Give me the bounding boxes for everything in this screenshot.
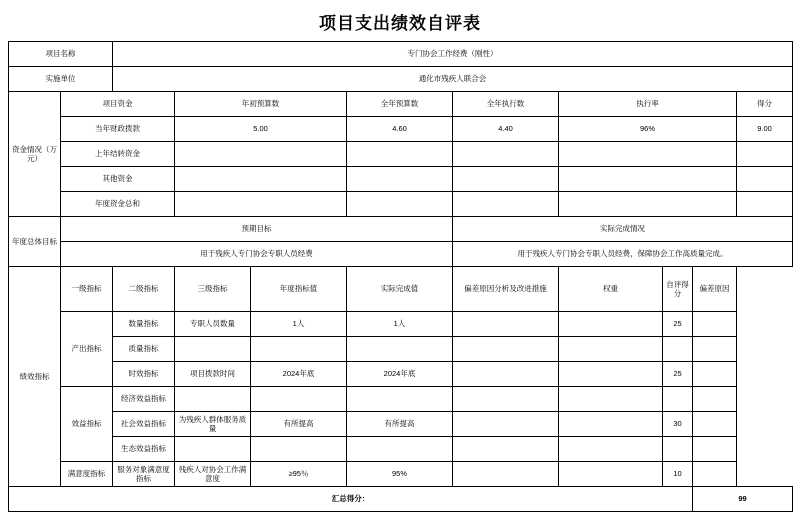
perf-row-0-level3: 专职人员数量 [175, 312, 251, 337]
fund-col-header-1: 年初预算数 [175, 92, 347, 117]
perf-row-4-deviation [453, 412, 559, 437]
fund-col-header-5: 得分 [737, 92, 793, 117]
perf-row-6-deviation [453, 462, 559, 487]
perf-row-1-level2: 质量指标 [113, 337, 175, 362]
table-row [9, 42, 793, 67]
perf-row-1-target [251, 337, 347, 362]
perf-row-6-level3: 残疾人对协会工作满意度 [175, 462, 251, 487]
perf-row-1-deviation [453, 337, 559, 362]
fund-col-header-3: 全年执行数 [453, 92, 559, 117]
perf-row-4-target: 有所提高 [251, 412, 347, 437]
fund-row-3-name: 年度资金总和 [61, 192, 175, 217]
project-name-label: 项目名称 [9, 42, 113, 67]
goal-actual-header: 实际完成情况 [453, 217, 793, 242]
table-row [9, 192, 793, 217]
perf-row-0-score: 25 [663, 312, 693, 337]
fund-section-label: 资金情况（万元） [9, 92, 61, 217]
fund-row-2-rate [559, 167, 737, 192]
perf-row-4-score: 30 [663, 412, 693, 437]
perf-row-3-deviation [453, 387, 559, 412]
perf-row-4-level3: 为残疾人群体服务质量 [175, 412, 251, 437]
perf-header-deviation: 偏差原因分析及改进措施 [453, 267, 559, 312]
total-score-row [9, 487, 793, 512]
perf-row-3-score [663, 387, 693, 412]
table-row [9, 67, 793, 92]
page-title: 项目支出绩效自评表 [319, 14, 481, 33]
fund-row-0-annual: 4.60 [347, 117, 453, 142]
table-row [9, 242, 793, 267]
perf-row-2-target: 2024年底 [251, 362, 347, 387]
perf-row-2-level2: 时效指标 [113, 362, 175, 387]
perf-row-5-score [663, 437, 693, 462]
fund-row-0-initial: 5.00 [175, 117, 347, 142]
perf-row-2-score: 25 [663, 362, 693, 387]
table-row [9, 387, 793, 412]
table-row [9, 142, 793, 167]
fund-row-2-initial [175, 167, 347, 192]
table-row [9, 167, 793, 192]
table-row [9, 217, 793, 242]
perf-row-6-actual: 95% [347, 462, 453, 487]
fund-row-2-name: 其他资金 [61, 167, 175, 192]
table-row [9, 362, 793, 387]
perf-row-0-actual: 1人 [347, 312, 453, 337]
table-row [9, 312, 793, 337]
total-score-label: 汇总得分： [9, 487, 693, 512]
performance-self-evaluation-table [8, 41, 793, 512]
fund-row-3-annual [347, 192, 453, 217]
unit-value: 通化市残疾人联合会 [113, 67, 793, 92]
perf-row-6-reason [693, 462, 737, 487]
fund-row-1-annual [347, 142, 453, 167]
perf-header-level1: 一级指标 [61, 267, 113, 312]
perf-row-3-level3 [175, 387, 251, 412]
perf-row-4-reason [693, 412, 737, 437]
perf-group-0-level1: 产出指标 [61, 312, 113, 387]
perf-row-6-target: ≥95％ [251, 462, 347, 487]
table-row [9, 92, 793, 117]
fund-row-0-name: 当年财政拨款 [61, 117, 175, 142]
fund-row-2-score [737, 167, 793, 192]
fund-row-3-score [737, 192, 793, 217]
perf-header-target: 年度指标值 [251, 267, 347, 312]
fund-row-1-executed [453, 142, 559, 167]
perf-row-1-score [663, 337, 693, 362]
perf-row-3-target [251, 387, 347, 412]
perf-row-4-level2: 社会效益指标 [113, 412, 175, 437]
perf-row-2-deviation [453, 362, 559, 387]
perf-row-2-weight [559, 362, 663, 387]
perf-row-0-level2: 数量指标 [113, 312, 175, 337]
goal-actual-value: 用于残疾人专门协会专职人员经费，保障协会工作高质量完成。 [453, 242, 793, 267]
perf-row-6-score: 10 [663, 462, 693, 487]
perf-row-4-actual: 有所提高 [347, 412, 453, 437]
perf-row-3-reason [693, 387, 737, 412]
perf-row-0-weight [559, 312, 663, 337]
perf-header-weight: 权重 [559, 267, 663, 312]
perf-row-5-reason [693, 437, 737, 462]
table-row [9, 337, 793, 362]
perf-row-6-weight [559, 462, 663, 487]
perf-row-4-weight [559, 412, 663, 437]
table-row [9, 412, 793, 437]
project-name-value: 专门协会工作经费（刚性） [113, 42, 793, 67]
perf-row-1-reason [693, 337, 737, 362]
perf-row-2-reason [693, 362, 737, 387]
perf-row-2-level3: 项目拨款时间 [175, 362, 251, 387]
fund-col-header-4: 执行率 [559, 92, 737, 117]
perf-row-5-target [251, 437, 347, 462]
perf-row-1-level3 [175, 337, 251, 362]
table-row [9, 437, 793, 462]
fund-row-2-annual [347, 167, 453, 192]
perf-row-0-reason [693, 312, 737, 337]
fund-row-1-initial [175, 142, 347, 167]
annual-goal-label: 年度总体目标 [9, 217, 61, 267]
perf-header-actual: 实际完成值 [347, 267, 453, 312]
goal-plan-header: 预期目标 [61, 217, 453, 242]
fund-row-3-initial [175, 192, 347, 217]
perf-row-3-actual [347, 387, 453, 412]
perf-row-0-target: 1人 [251, 312, 347, 337]
perf-group-2-level1: 满意度指标 [61, 462, 113, 487]
fund-row-0-score: 9.00 [737, 117, 793, 142]
perf-header-reason: 偏差原因 [693, 267, 737, 312]
fund-row-3-rate [559, 192, 737, 217]
perf-header-score: 自评得分 [663, 267, 693, 312]
table-row [9, 117, 793, 142]
perf-row-5-deviation [453, 437, 559, 462]
table-row [9, 462, 793, 487]
perf-row-3-level2: 经济效益指标 [113, 387, 175, 412]
total-score-value: 99 [693, 487, 793, 512]
perf-row-5-level3 [175, 437, 251, 462]
perf-row-5-weight [559, 437, 663, 462]
fund-col-header-2: 全年预算数 [347, 92, 453, 117]
perf-row-1-weight [559, 337, 663, 362]
fund-row-2-executed [453, 167, 559, 192]
perf-row-6-level2: 服务对象满意度指标 [113, 462, 175, 487]
fund-row-0-rate: 96% [559, 117, 737, 142]
perf-row-2-actual: 2024年底 [347, 362, 453, 387]
perf-row-5-actual [347, 437, 453, 462]
perf-group-1-level1: 效益指标 [61, 387, 113, 462]
perf-row-3-weight [559, 387, 663, 412]
fund-row-1-name: 上年结转资金 [61, 142, 175, 167]
table-row [9, 267, 793, 312]
perf-header-level3: 三级指标 [175, 267, 251, 312]
perf-row-5-level2: 生态效益指标 [113, 437, 175, 462]
perf-row-0-deviation [453, 312, 559, 337]
fund-col-header-0: 项目资金 [61, 92, 175, 117]
fund-row-1-rate [559, 142, 737, 167]
unit-label: 实施单位 [9, 67, 113, 92]
performance-section-label: 绩效指标 [9, 267, 61, 487]
fund-row-0-executed: 4.40 [453, 117, 559, 142]
perf-header-level2: 二级指标 [113, 267, 175, 312]
fund-row-3-executed [453, 192, 559, 217]
perf-row-1-actual [347, 337, 453, 362]
fund-row-1-score [737, 142, 793, 167]
goal-plan-value: 用于残疾人专门协会专职人员经费 [61, 242, 453, 267]
